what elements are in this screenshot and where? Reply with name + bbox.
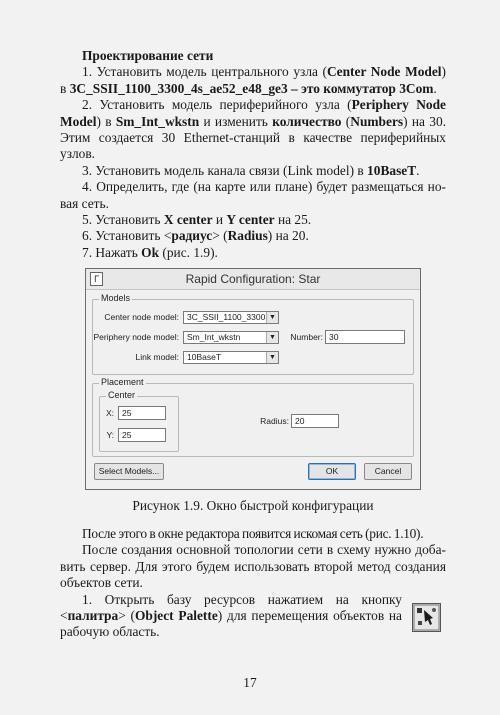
object-palette-icon [412,603,441,632]
text-block-top [60,48,446,261]
step-6: 6. Установить <радиус> (Radius) на 20. [82,228,309,244]
number-input[interactable]: 30 [325,330,405,344]
radius-input[interactable]: 20 [291,414,339,428]
dialog-title: Rapid Configuration: Star [185,272,321,286]
chevron-down-icon[interactable]: ▼ [266,332,278,343]
center-node-label: Center node model: [104,312,179,322]
chevron-down-icon[interactable]: ▼ [266,312,278,323]
text-block-bottom [60,526,446,641]
placement-group [92,377,414,457]
y-center-input[interactable]: 25 [118,428,166,442]
chevron-down-icon[interactable]: ▼ [266,352,278,363]
step-4: 4. Определить, где (на карте или плане) будет размещаться но-вая сеть. [60,179,446,211]
cancel-button[interactable]: Cancel [364,463,412,480]
paragraph-2: После создания основной топологии сети в схему нужно доба-вить сервер. Для этого будем использовать второй метод создания объектов сети. [60,542,446,591]
models-group-label: Models [101,293,131,303]
link-model-select[interactable]: 10BaseT ▼ [183,351,279,364]
section-heading: Проектирование сети [82,48,214,63]
link-model-label: Link model: [135,352,179,362]
number-label: Number: [290,332,323,342]
y-label: Y: [106,430,114,440]
periphery-node-select[interactable]: Sm_Int_wkstn ▼ [183,331,279,344]
page-number: 17 [243,675,257,690]
dialog-titlebar [86,269,420,290]
step-3: 3. Установить модель канала связи (Link model) в 10BaseT. [82,162,420,178]
radius-label: Radius: [260,416,289,426]
select-models-button[interactable]: Select Models... [94,463,164,480]
center-node-select[interactable]: 3C_SSII_1100_3300 ▼ [183,311,279,324]
paragraph-1: После этого в окне редактора появится искомая сеть (рис. 1.10). [82,526,424,541]
paragraph-3: 1. Открыть базу ресурсов нажатием на кнопку <палитра> (Object Palette) для перемещения объектов на рабочую область. [60,591,403,640]
center-group [99,390,179,452]
figure-caption: Рисунок 1.9. Окно быстрой конфигурации [132,498,374,513]
step-5: 5. Установить X center и Y center на 25. [82,212,312,228]
x-center-input[interactable]: 25 [118,406,166,420]
step-2: 2. Установить модель периферийного узла (Periphery Node Model) в Sm_Int_wkstn и изменить количество (Numbers) на 30. Этим создается 30 Ethernet-станций в качестве периферийных узлов. [60,97,446,162]
models-group [92,293,414,375]
app-icon: Г [90,272,103,286]
placement-group-label: Placement [101,377,144,387]
step-1: 1. Установить модель центрального узла (Center Node Model) в 3C_SSII_1100_3300_4s_ae52_e48_ge3 – это коммутатор 3Com. [60,64,446,96]
object-palette-icon-graphic [413,604,440,631]
ok-button[interactable]: OK [308,463,356,480]
step-7: 7. Нажать Ok (рис. 1.9). [82,244,218,260]
center-group-label: Center [108,390,136,400]
rapid-configuration-dialog [85,268,421,490]
periphery-node-label: Periphery node model: [93,332,179,342]
x-label: X: [105,408,114,418]
